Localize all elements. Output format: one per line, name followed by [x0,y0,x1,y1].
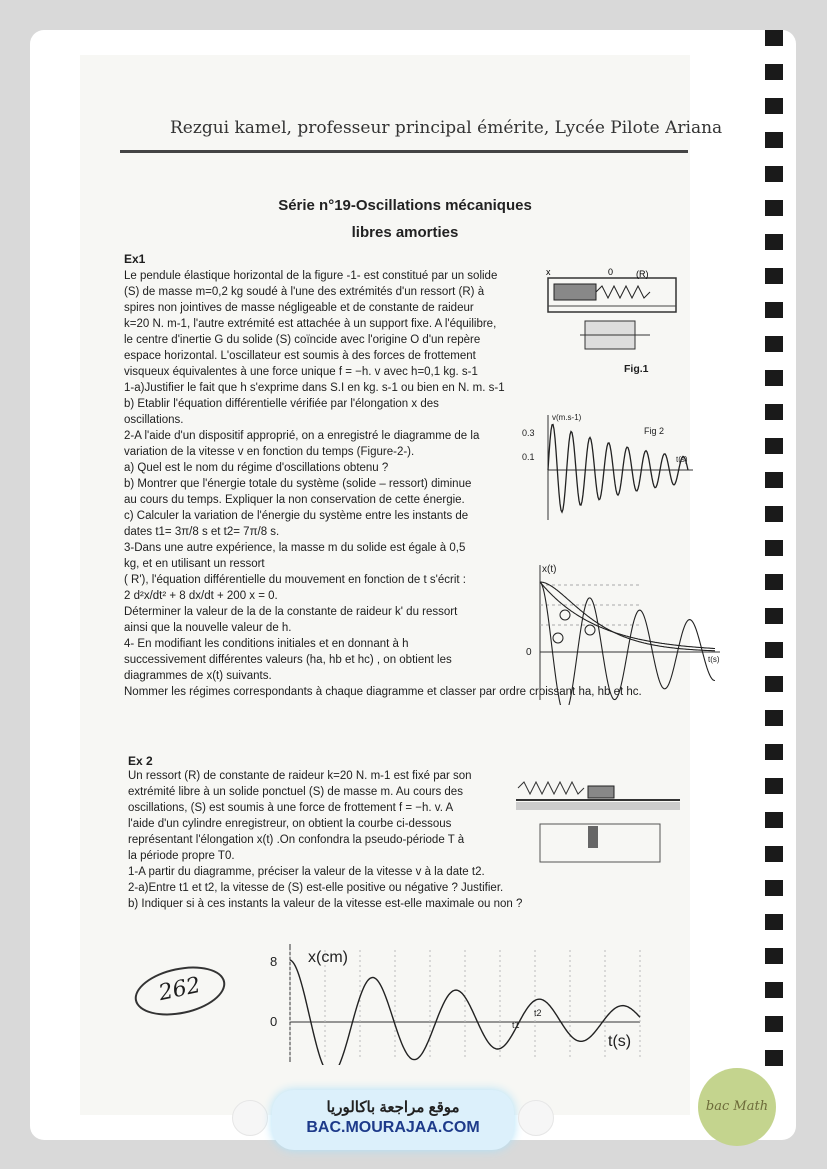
binding-ring [765,914,783,930]
ex1-line: (S) de masse m=0,2 kg soudé à l'une des extrémités d'un ressort (R) à [124,286,485,298]
fig2-xlabel: t(s) [676,455,688,464]
ex1-line: dates t1= 3π/8 s et t2= 7π/8 s. [124,526,280,538]
ex2-apparatus [510,778,685,870]
series-subtitle: libres amorties [351,224,459,241]
ex2-spring [518,782,584,794]
binding-ring [765,710,783,726]
ex1-line: k=20 N. m-1, l'autre extrémité est attachée à un support fixe. A l'équilibre, [124,318,497,330]
fig1-spring [596,286,650,298]
ex2-line: la période propre T0. [128,850,235,862]
fig3-series-c [540,582,715,705]
ex2-text [128,768,558,912]
ex1-line: 4- En modifiant les conditions initiales et en donnant à h [124,638,409,650]
binding-ring [765,64,783,80]
ex1-line: b) Etablir l'équation différentielle vérifiée par l'élongation x des [124,398,439,410]
ex1-line: c) Calculer la variation de l'énergie du système entre les instants de [124,510,469,522]
ex1-line: spires non jointives de masse négligeable et de constante de raideur [124,302,474,314]
ex1-line: 3-Dans une autre expérience, la masse m du solide est égale à 0,5 [124,542,466,554]
binding-ring [765,574,783,590]
author-header: Rezgui kamel, professeur principal émérite, Lycée Pilote Ariana [170,118,723,138]
binding-ring [765,98,783,114]
binding-ring [765,540,783,556]
ex2-label: Ex 2 [128,754,153,768]
fig3-curve-marker [553,633,563,643]
binding-ring [765,370,783,386]
binding-ring [765,1050,783,1066]
binding-ring [765,438,783,454]
fig4-tick-0: 0 [270,1014,278,1029]
ex2-ruler [516,802,680,810]
binding-ring [765,472,783,488]
ex2-cylinder [540,824,660,862]
binding-ring [765,404,783,420]
ex1-line: 1-a)Justifier le fait que h s'exprime dans S.I en kg. s-1 ou bien en N. m. s-1 [124,382,505,394]
bac-math-logo: bac Math [698,1068,776,1146]
fig3-xlabel: t(s) [708,655,720,664]
binding-ring [765,336,783,352]
fig4-xlabel: t(s) [608,1033,632,1050]
binding-ring [765,166,783,182]
ex1-line: kg, et en utilisant un ressort [124,558,265,570]
binding-ring [765,744,783,760]
fig2-tick-03: 0.3 [522,428,535,438]
fig1-spring-label: (R) [636,269,649,279]
binding-ring [765,302,783,318]
binding-ring [765,132,783,148]
ex1-label: Ex1 [124,252,146,266]
fig3-ylabel: x(t) [542,564,557,575]
binding-ring [765,880,783,896]
handwritten-page-number: 262 [130,959,230,1023]
ex1-line: visqueux équivalentes à une force unique f = −h. v avec h=0,1 kg. s-1 [124,366,478,378]
ex2-line: oscillations, (S) est soumis à une force de frottement f = −h. v. A [128,802,454,814]
fig2-velocity-chart [518,410,698,522]
series-title: Série n°19-Oscillations mécaniques [278,197,532,214]
ex2-line: Un ressort (R) de constante de raideur k=20 N. m-1 est fixé par son [128,770,472,782]
binding-ring [765,982,783,998]
ex1-line: 2 d²x/dt² + 8 dx/dt + 200 x = 0. [124,590,278,602]
binding-ring [765,676,783,692]
ex2-line: 2-a)Entre t1 et t2, la vitesse de (S) est-elle positive ou négative ? Justifier. [128,882,504,894]
ex2-solid [588,786,614,798]
fig2-series-line [548,425,688,513]
binding-ring [765,778,783,794]
footer-url[interactable]: BAC.MOURAJAA.COM [306,1119,480,1136]
ex1-line: le centre d'inertie G du solide (S) coïncide avec l'origine O d'un repère [124,334,481,346]
fig1-origin-label: 0 [608,267,614,277]
footer-banner[interactable] [272,1090,514,1150]
fig3-elongation-chart [520,560,725,705]
footer-arabic: موقع مراجعة باكالوريا [326,1099,460,1116]
binding-ring [765,948,783,964]
ex1-line: ainsi que la nouvelle valeur de h. [124,622,292,634]
binding-ring [765,846,783,862]
fig3-curve-marker [560,610,570,620]
ex2-line: représentant l'élongation x(t) .On confondra la pseudo-période T à [128,834,465,846]
fig3-curve-marker [585,625,595,635]
fig3-zero: 0 [526,647,532,658]
binding-ring [765,608,783,624]
binding-ring [765,268,783,284]
binding-ring [765,506,783,522]
ex2-line: extrémité libre à un solide ponctuel (S) de masse m. Au cours des [128,786,463,798]
ex1-line: au cours du temps. Expliquer la non conservation de cette énergie. [124,494,465,506]
binding-ring [765,30,783,46]
ex1-line: b) Montrer que l'énergie totale du système (solide – ressort) diminue [124,478,472,490]
ex1-line: diagrammes de x(t) suivants. [124,670,272,682]
ex1-line: 2-A l'aide d'un dispositif approprié, on a enregistré le diagramme de la [124,430,480,442]
binding-ring [765,1016,783,1032]
site-logo-left [232,1100,268,1136]
fig4-tick-8: 8 [270,954,278,969]
fig1-apparatus [540,266,685,366]
fig3-series-b [540,582,715,651]
ex1-line: variation de la vitesse v en fonction du temps (Figure-2-). [124,446,415,458]
ex1-line: ( R'), l'équation différentielle du mouvement en fonction de t s'écrit : [124,574,466,586]
site-logo-right [518,1100,554,1136]
ex1-line: successivement différentes valeurs (ha, hb et hc) , on obtient les [124,654,452,666]
ex2-line: 1-A partir du diagramme, préciser la valeur de la vitesse v à la date t2. [128,866,485,878]
fig4-t1: t1 [512,1020,520,1030]
fig1-caption: Fig.1 [624,363,649,375]
binding-ring [765,234,783,250]
fig2-ylabel: v(m.s-1) [552,413,582,422]
ex1-line: espace horizontal. L'oscillateur est soumis à des forces de frottement [124,350,476,362]
ex1-line: Nommer les régimes correspondants à chaque diagramme et classer par ordre croissant ha, hb et hc. [124,686,642,698]
ex1-line: Déterminer la valeur de la de la constante de raideur k' du ressort [124,606,458,618]
ex1-line: Le pendule élastique horizontal de la figure -1- est constitué par un solide [124,270,498,282]
header-rule [120,150,688,153]
fig2-title: Fig 2 [644,426,665,436]
binding-ring [765,812,783,828]
fig1-x-label: x [546,267,551,277]
binding-ring [765,642,783,658]
ex1-line: oscillations. [124,414,184,426]
fig4-t2: t2 [534,1008,542,1018]
spiral-binding [765,30,785,1090]
binding-ring [765,200,783,216]
fig2-tick-01: 0.1 [522,452,535,462]
ex1-line: a) Quel est le nom du régime d'oscillations obtenu ? [124,462,389,474]
ex2-line: b) Indiquer si à ces instants la valeur de la vitesse est-elle maximale ou non ? [128,898,523,910]
ex2-x-chart [262,940,652,1065]
ex2-line: l'aide d'un cylindre enregistreur, on obtient la courbe ci-dessous [128,818,452,830]
fig4-ylabel: x(cm) [308,949,348,966]
fig1-solid [554,284,596,300]
ex2-stylus [588,826,598,848]
